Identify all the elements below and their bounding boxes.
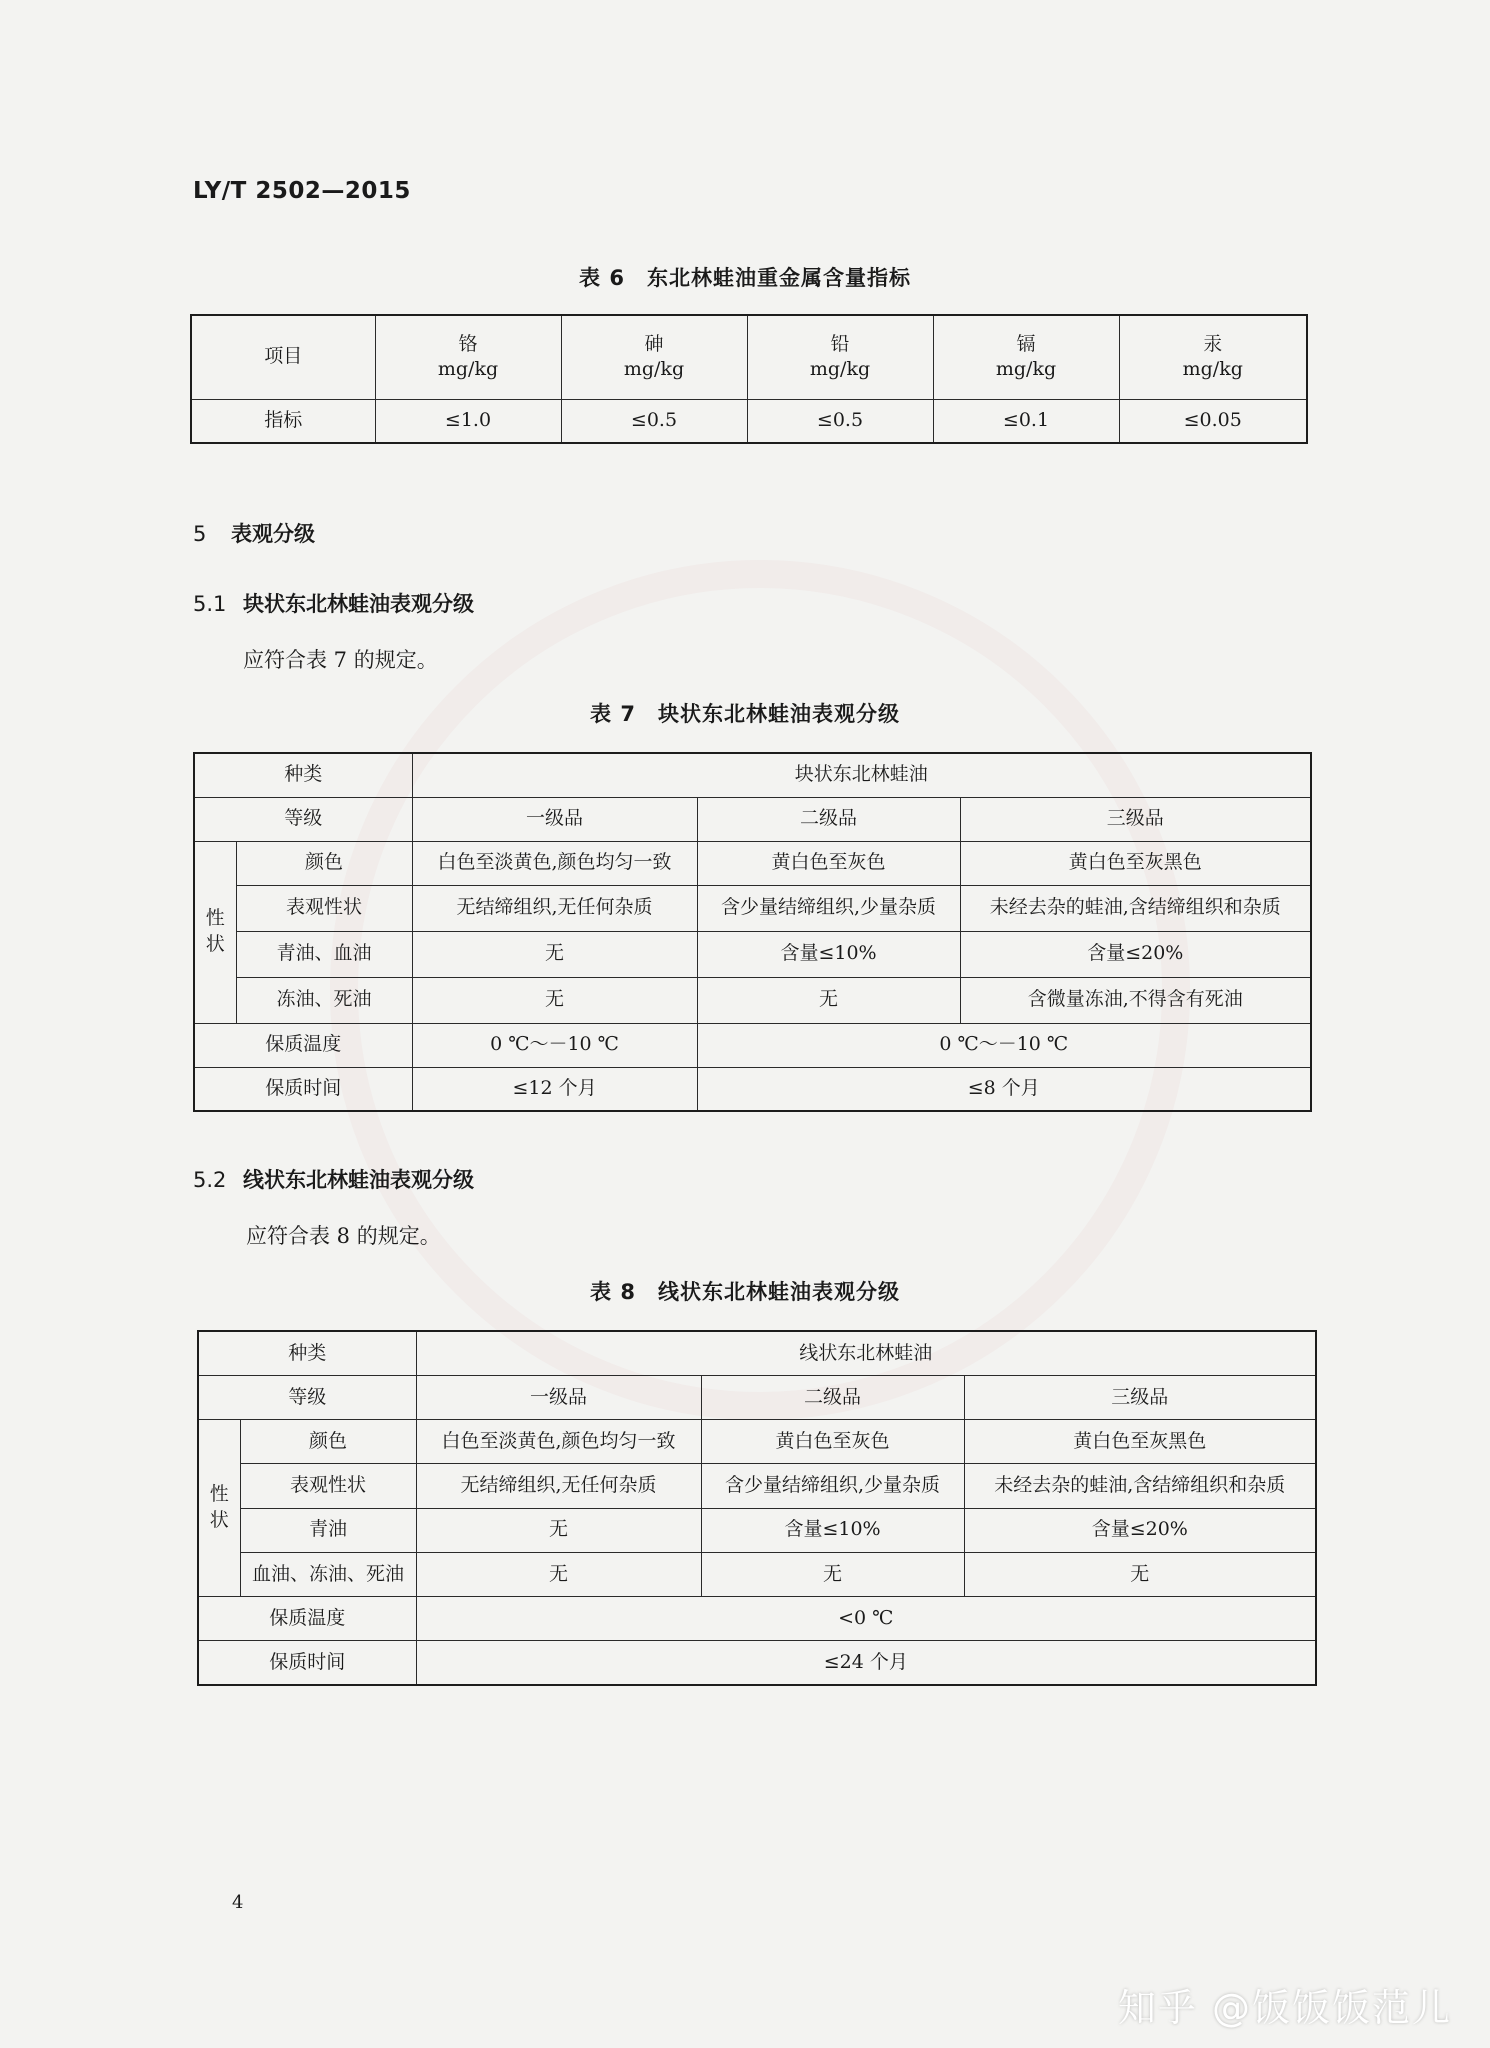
table7-shelf-life-2: ≤8 个月 bbox=[697, 1067, 1311, 1111]
section-5-1-text: 应符合表 7 的规定。 bbox=[243, 648, 438, 672]
table7-grade-2: 二级品 bbox=[697, 797, 960, 841]
table7-cell: 白色至淡黄色,颜色均匀一致 bbox=[412, 841, 697, 885]
table7-caption: 表 7 块状东北林蛙油表观分级 bbox=[590, 702, 900, 726]
table8-caption: 表 8 线状东北林蛙油表观分级 bbox=[590, 1280, 900, 1304]
table8-shelf-life-label: 保质时间 bbox=[198, 1641, 416, 1685]
table8-storage-temp-label: 保质温度 bbox=[198, 1597, 416, 1641]
table7-shelf-life-1: ≤12 个月 bbox=[412, 1067, 697, 1111]
standard-code: LY/T 2502—2015 bbox=[193, 178, 411, 204]
table8-storage-temp: <0 ℃ bbox=[416, 1597, 1316, 1641]
table8-cell: 含量≤20% bbox=[964, 1508, 1316, 1552]
table8-kind-value: 线状东北林蛙油 bbox=[416, 1331, 1316, 1375]
table7-row-label: 青油、血油 bbox=[236, 931, 412, 977]
table8-grade-label: 等级 bbox=[198, 1375, 416, 1419]
table7-cell: 黄白色至灰色 bbox=[697, 841, 960, 885]
table7-storage-temp-1: 0 ℃～－10 ℃ bbox=[412, 1023, 697, 1067]
table8-kind-label: 种类 bbox=[198, 1331, 416, 1375]
table6 bbox=[190, 314, 1308, 444]
table6-row-label-header: 项目 bbox=[191, 315, 375, 399]
table7-cell: 无 bbox=[412, 977, 697, 1023]
table7-grade-1: 一级品 bbox=[412, 797, 697, 841]
table8-cell: 无 bbox=[416, 1552, 701, 1596]
table6-value-5: ≤0.05 bbox=[1119, 399, 1307, 443]
table7-kind-value: 块状东北林蛙油 bbox=[412, 753, 1311, 797]
table7-cell: 含量≤10% bbox=[697, 931, 960, 977]
table7-cell: 含微量冻油,不得含有死油 bbox=[960, 977, 1311, 1023]
table8-row-label: 血油、冻油、死油 bbox=[240, 1552, 416, 1596]
table6-value-1: ≤1.0 bbox=[375, 399, 561, 443]
table8-cell: 白色至淡黄色,颜色均匀一致 bbox=[416, 1420, 701, 1464]
table8-cell: 含少量结缔组织,少量杂质 bbox=[701, 1464, 964, 1508]
table8-cell: 黄白色至灰色 bbox=[701, 1420, 964, 1464]
table6-value-3: ≤0.5 bbox=[747, 399, 933, 443]
section-5-2-heading: 5.2 线状东北林蛙油表观分级 bbox=[193, 1168, 474, 1192]
table7-cell: 无 bbox=[697, 977, 960, 1023]
table8-cell: 含量≤10% bbox=[701, 1508, 964, 1552]
table8-cell: 无结缔组织,无任何杂质 bbox=[416, 1464, 701, 1508]
table7-cell: 未经去杂的蛙油,含结缔组织和杂质 bbox=[960, 885, 1311, 931]
table8-cell: 无 bbox=[416, 1508, 701, 1552]
table7-cell: 含少量结缔组织,少量杂质 bbox=[697, 885, 960, 931]
table7-row-label: 表观性状 bbox=[236, 885, 412, 931]
table8-row-label: 颜色 bbox=[240, 1420, 416, 1464]
section-5-heading: 5 表观分级 bbox=[193, 522, 315, 546]
table7-grade-label: 等级 bbox=[194, 797, 412, 841]
table8-traits-label: 性状 bbox=[198, 1420, 240, 1597]
table6-value-2: ≤0.5 bbox=[561, 399, 747, 443]
section-5-2-text: 应符合表 8 的规定。 bbox=[246, 1224, 441, 1248]
table7-storage-temp-label: 保质温度 bbox=[194, 1023, 412, 1067]
section-5-1-heading: 5.1 块状东北林蛙油表观分级 bbox=[193, 592, 474, 616]
table8-grade-2: 二级品 bbox=[701, 1375, 964, 1419]
table8-cell: 未经去杂的蛙油,含结缔组织和杂质 bbox=[964, 1464, 1316, 1508]
table7 bbox=[193, 752, 1312, 1112]
table8-row-label: 青油 bbox=[240, 1508, 416, 1552]
table7-cell: 黄白色至灰黑色 bbox=[960, 841, 1311, 885]
table7-row-label: 冻油、死油 bbox=[236, 977, 412, 1023]
table8-grade-1: 一级品 bbox=[416, 1375, 701, 1419]
table6-col-1: 铬 mg/kg bbox=[375, 315, 561, 399]
table6-col-2: 砷 mg/kg bbox=[561, 315, 747, 399]
table7-storage-temp-2: 0 ℃～－10 ℃ bbox=[697, 1023, 1311, 1067]
table7-cell: 含量≤20% bbox=[960, 931, 1311, 977]
table8-cell: 无 bbox=[964, 1552, 1316, 1596]
table8-cell: 黄白色至灰黑色 bbox=[964, 1420, 1316, 1464]
watermark: 知乎 @饭饭饭范儿 bbox=[1117, 1986, 1452, 2030]
table7-shelf-life-label: 保质时间 bbox=[194, 1067, 412, 1111]
page-number: 4 bbox=[232, 1892, 244, 1913]
table7-grade-3: 三级品 bbox=[960, 797, 1311, 841]
table6-value-row-label: 指标 bbox=[191, 399, 375, 443]
table8-cell: 无 bbox=[701, 1552, 964, 1596]
table6-caption: 表 6 东北林蛙油重金属含量指标 bbox=[579, 266, 911, 290]
table7-row-label: 颜色 bbox=[236, 841, 412, 885]
table6-col-3: 铅 mg/kg bbox=[747, 315, 933, 399]
table8 bbox=[197, 1330, 1317, 1686]
table7-cell: 无结缔组织,无任何杂质 bbox=[412, 885, 697, 931]
table6-value-4: ≤0.1 bbox=[933, 399, 1119, 443]
table7-traits-label: 性状 bbox=[194, 841, 236, 1023]
table8-shelf-life: ≤24 个月 bbox=[416, 1641, 1316, 1685]
table7-kind-label: 种类 bbox=[194, 753, 412, 797]
table7-cell: 无 bbox=[412, 931, 697, 977]
table8-row-label: 表观性状 bbox=[240, 1464, 416, 1508]
table8-grade-3: 三级品 bbox=[964, 1375, 1316, 1419]
table6-col-5: 汞 mg/kg bbox=[1119, 315, 1307, 399]
table6-col-4: 镉 mg/kg bbox=[933, 315, 1119, 399]
